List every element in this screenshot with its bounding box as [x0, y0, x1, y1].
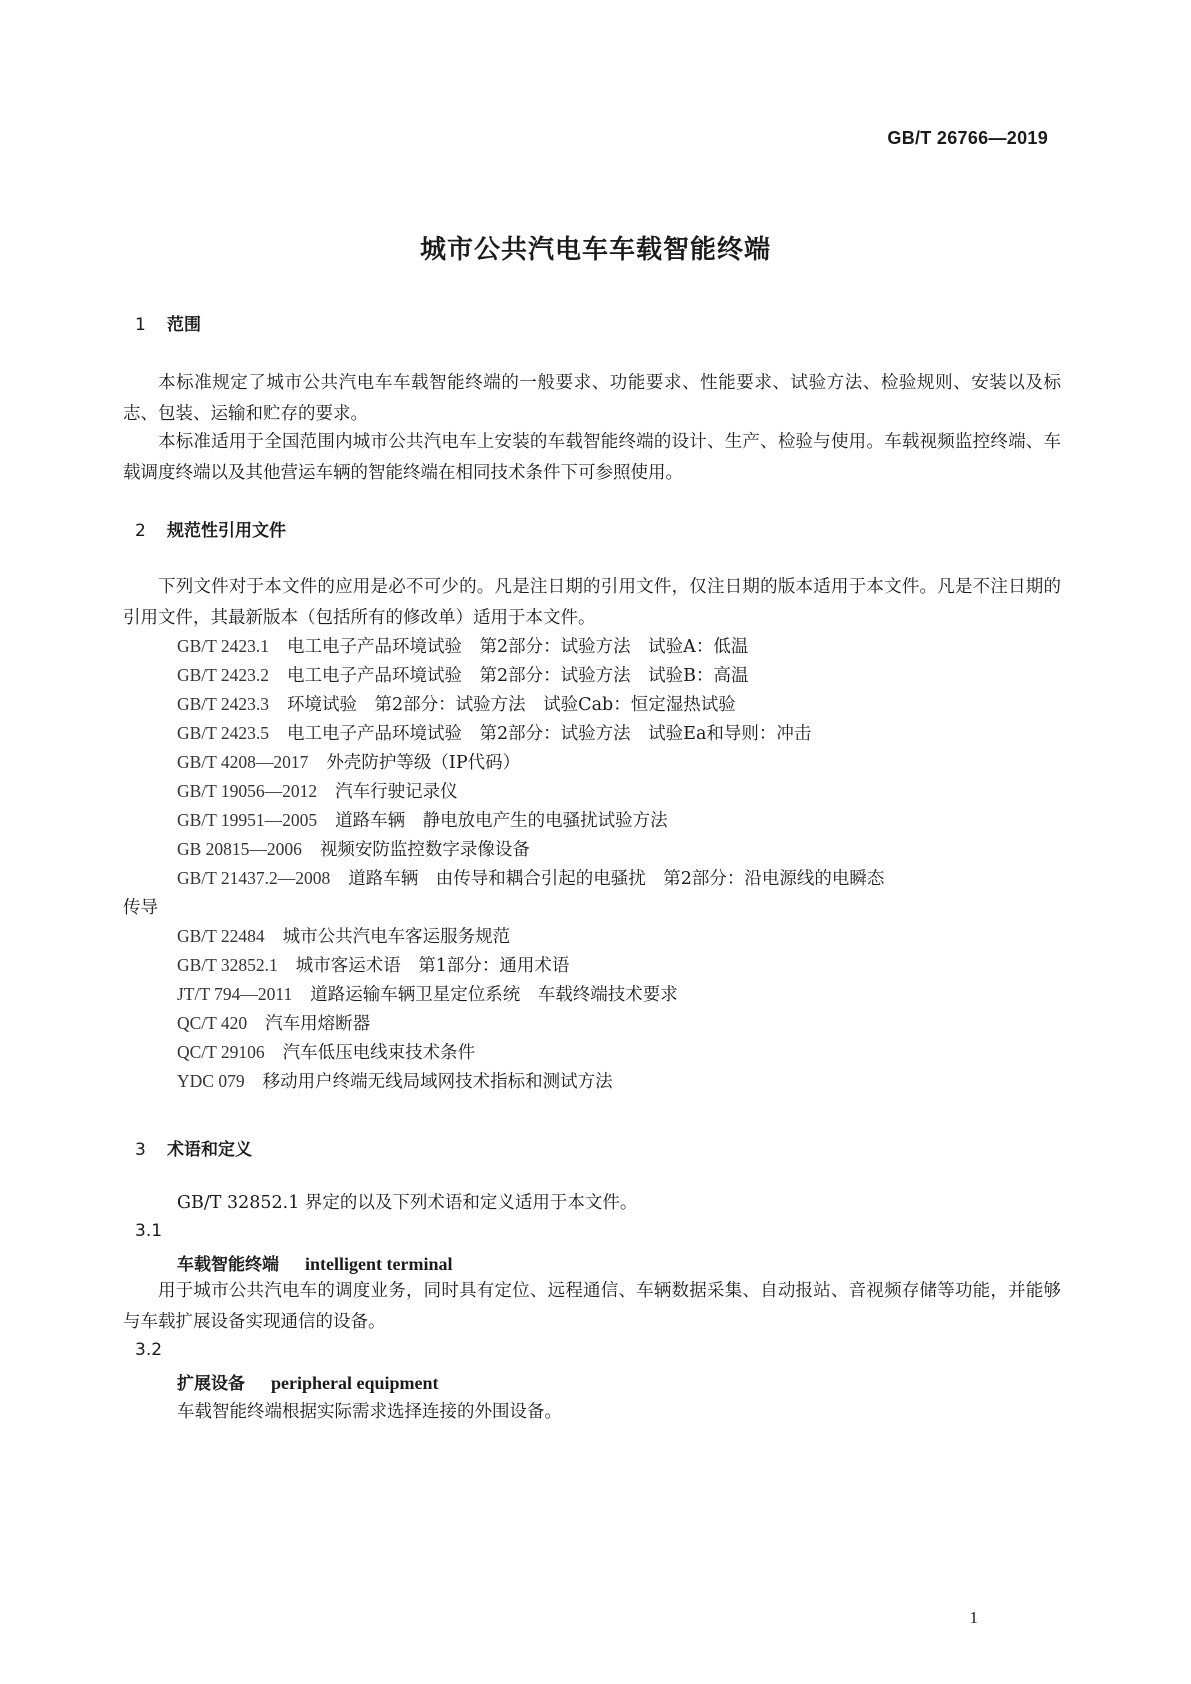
term-heading [177, 1369, 439, 1394]
section-2-title: 规范性引用文件 [167, 521, 286, 541]
reference-item [177, 952, 569, 977]
reference-title: 移动用户终端无线局域网技术指标和测试方法 [262, 1072, 613, 1092]
reference-code: JT/T 794—2011 [177, 984, 293, 1004]
reference-code: GB/T 32852.1 [177, 955, 278, 975]
section-3-number: 3 [135, 1140, 146, 1160]
reference-title: 道路车辆 静电放电产生的电骚扰试验方法 [335, 811, 668, 831]
reference-continuation: 传导 [123, 898, 158, 918]
reference-code: GB/T 22484 [177, 926, 265, 946]
reference-code: QC/T 29106 [177, 1042, 265, 1062]
reference-item [177, 633, 748, 658]
reference-item [177, 865, 884, 890]
page-number: 1 [969, 1608, 978, 1627]
term-definition: 车载智能终端根据实际需求选择连接的外围设备。 [177, 1402, 562, 1422]
section-3-heading [135, 1135, 252, 1160]
reference-item [177, 720, 811, 745]
reference-title: 道路运输车辆卫星定位系统 车载终端技术要求 [310, 985, 678, 1005]
reference-item [177, 923, 510, 948]
reference-item [177, 749, 520, 774]
term-en: intelligent terminal [305, 1254, 453, 1274]
reference-title: 道路车辆 由传导和耦合引起的电骚扰 第2部分：沿电源线的电瞬态 [348, 869, 885, 889]
reference-title: 外壳防护等级（IP代码） [326, 753, 521, 773]
reference-code: GB/T 2423.3 [177, 694, 270, 714]
reference-code: GB/T 19056—2012 [177, 781, 318, 801]
reference-code: GB 20815—2006 [177, 839, 302, 859]
reference-item [177, 981, 678, 1006]
reference-item [177, 807, 668, 832]
section-1-title: 范围 [167, 315, 201, 335]
reference-code: GB/T 19951—2005 [177, 810, 318, 830]
section-2-intro: 下列文件对于本文件的应用是必不可少的。凡是注日期的引用文件，仅注日期的版本适用于本文件。凡是不注日期的引用文件，其最新版本（包括所有的修改单）适用于本文件。 [123, 577, 1061, 628]
reference-title: 电工电子产品环境试验 第2部分：试验方法 试验B：高温 [287, 666, 749, 686]
reference-title: 汽车低压电线束技术条件 [282, 1043, 476, 1063]
reference-item [177, 836, 530, 861]
section-1-number: 1 [135, 315, 146, 335]
reference-title: 电工电子产品环境试验 第2部分：试验方法 试验Ea和导则：冲击 [287, 724, 812, 744]
reference-title: 环境试验 第2部分：试验方法 试验Cab：恒定湿热试验 [287, 695, 736, 715]
reference-item [177, 1068, 613, 1093]
term-number: 3.1 [135, 1221, 163, 1241]
section-1-paragraph-1: 本标准规定了城市公共汽电车车载智能终端的一般要求、功能要求、性能要求、试验方法、检验规则、安装以及标志、包装、运输和贮存的要求。 [123, 373, 1061, 424]
section-3-title: 术语和定义 [167, 1140, 252, 1160]
reference-code: GB/T 2423.2 [177, 665, 270, 685]
reference-item [177, 662, 749, 687]
reference-item [177, 1039, 475, 1064]
reference-code: GB/T 2423.5 [177, 723, 270, 743]
section-2-heading [135, 516, 286, 541]
term-zh: 车载智能终端 [177, 1255, 279, 1275]
standard-number: GB/T 26766—2019 [887, 128, 1048, 148]
reference-title: 视频安防监控数字录像设备 [319, 840, 530, 860]
reference-code: YDC 079 [177, 1071, 245, 1091]
reference-item [177, 691, 736, 716]
term-zh: 扩展设备 [177, 1374, 245, 1394]
reference-code: GB/T 4208—2017 [177, 752, 309, 772]
term-en: peripheral equipment [271, 1373, 439, 1393]
reference-code: GB/T 2423.1 [177, 636, 270, 656]
reference-code: GB/T 21437.2—2008 [177, 868, 331, 888]
document-title: 城市公共汽电车车载智能终端 [419, 235, 771, 265]
reference-code: QC/T 420 [177, 1013, 248, 1033]
section-1-heading [135, 310, 201, 335]
reference-title: 汽车用熔断器 [265, 1014, 371, 1034]
reference-title: 汽车行驶记录仪 [335, 782, 458, 802]
reference-item [177, 1010, 370, 1035]
section-2-number: 2 [135, 521, 146, 541]
reference-title: 城市客运术语 第1部分：通用术语 [295, 956, 570, 976]
term-number: 3.2 [135, 1340, 163, 1360]
reference-title: 城市公共汽电车客运服务规范 [282, 927, 511, 947]
section-1-paragraph-2: 本标准适用于全国范围内城市公共汽电车上安装的车载智能终端的设计、生产、检验与使用。车载视频监控终端、车载调度终端以及其他营运车辆的智能终端在相同技术条件下可参照使用。 [123, 432, 1061, 483]
term-heading [177, 1250, 452, 1275]
reference-item [177, 778, 458, 803]
section-3-intro: GB/T 32852.1 界定的以及下列术语和定义适用于本文件。 [177, 1193, 638, 1213]
reference-title: 电工电子产品环境试验 第2部分：试验方法 试验A：低温 [287, 637, 749, 657]
term-definition: 用于城市公共汽电车的调度业务，同时具有定位、远程通信、车辆数据采集、自动报站、音视频存储等功能，并能够与车载扩展设备实现通信的设备。 [123, 1281, 1061, 1332]
